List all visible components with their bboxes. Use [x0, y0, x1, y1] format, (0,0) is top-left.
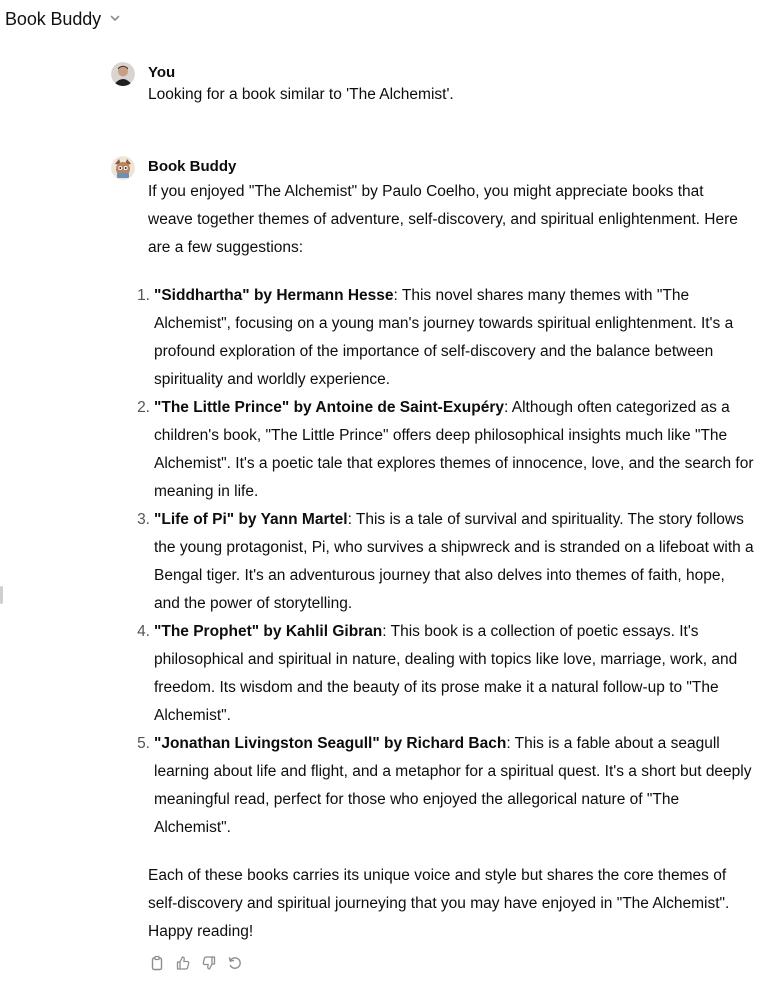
regenerate-icon	[227, 955, 243, 971]
gpt-selector[interactable]	[5, 6, 121, 32]
assistant-outro-text: Each of these books carries its unique voice and style but shares the core themes of self-discovery and spiritual journeying that you may have enjoyed in "The Alchemist". Happy reading!	[148, 867, 730, 940]
user-message-text: Looking for a book similar to 'The Alchemist'.	[148, 86, 454, 103]
book-title: "The Prophet" by Kahlil Gibran	[154, 623, 383, 640]
thumbs-up-button[interactable]	[174, 954, 192, 972]
book-description: : This is a tale of survival and spirituality. The story follows the young protagonist, Pi, who survives a shipwreck and is stranded on a lifeboat with a Bengal tiger. It's an adventurous journey that also delves into themes of faith, hope, and the power of storytelling.	[154, 511, 754, 612]
book-description: : This novel shares many themes with "The Alchemist", focusing on a young man's journey towards spiritual enlightenment. It's a profound exploration of the importance of self-discovery and the balance between spirituality and worldly experience.	[154, 287, 734, 388]
list-item	[137, 618, 754, 730]
chevron-down-icon	[109, 11, 121, 29]
message-actions	[148, 954, 244, 972]
thumbs-up-icon	[175, 955, 191, 971]
book-description: : This book is a collection of poetic essays. It's philosophical and spiritual in nature, dealing with topics like love, marriage, work, and freedom. Its wisdom and the beauty of its prose make it a natural follow-up to "The Alchemist".	[154, 623, 738, 724]
thumbs-down-icon	[201, 955, 217, 971]
assistant-intro-text: If you enjoyed "The Alchemist" by Paulo Coelho, you might appreciate books that weave together themes of adventure, self-discovery, and spiritual enlightenment. Here are a few suggestions:	[148, 183, 738, 256]
list-item	[137, 282, 754, 394]
assistant-author-name: Book Buddy	[148, 158, 237, 175]
book-title: "Siddhartha" by Hermann Hesse	[154, 287, 394, 304]
thumbs-down-button[interactable]	[200, 954, 218, 972]
book-buddy-avatar	[111, 156, 135, 180]
gpt-title: Book Buddy	[5, 8, 102, 29]
list-item	[137, 506, 754, 618]
list-item-number: 5.	[137, 735, 150, 752]
book-title: "Life of Pi" by Yann Martel	[154, 511, 348, 528]
list-item-number: 1.	[137, 287, 150, 304]
list-item-number: 4.	[137, 623, 150, 640]
recommendation-list	[137, 282, 754, 842]
book-title: "Jonathan Livingston Seagull" by Richard Bach	[154, 735, 507, 752]
book-description: : Although often categorized as a children's book, "The Little Prince" offers deep philosophical insights much like "The Alchemist". It's a poetic tale that explores themes of innocence, love, and the search for meaning in life.	[154, 399, 754, 500]
user-avatar	[111, 62, 135, 86]
copy-button[interactable]	[148, 954, 166, 972]
regenerate-button[interactable]	[226, 954, 244, 972]
clipboard-icon	[149, 955, 165, 971]
book-title: "The Little Prince" by Antoine de Saint-Exupéry	[154, 399, 505, 416]
user-author-name: You	[148, 64, 176, 81]
list-item	[137, 394, 754, 506]
book-description: : This is a fable about a seagull learning about life and flight, and a metaphor for a spiritual quest. It's a short but deeply meaningful read, perfect for those who enjoyed the allegorical nature of "The Alchemist".	[154, 735, 752, 836]
list-item-number: 2.	[137, 399, 150, 416]
list-item-number: 3.	[137, 511, 150, 528]
sidebar-toggle-handle[interactable]	[0, 586, 3, 604]
list-item	[137, 730, 754, 842]
